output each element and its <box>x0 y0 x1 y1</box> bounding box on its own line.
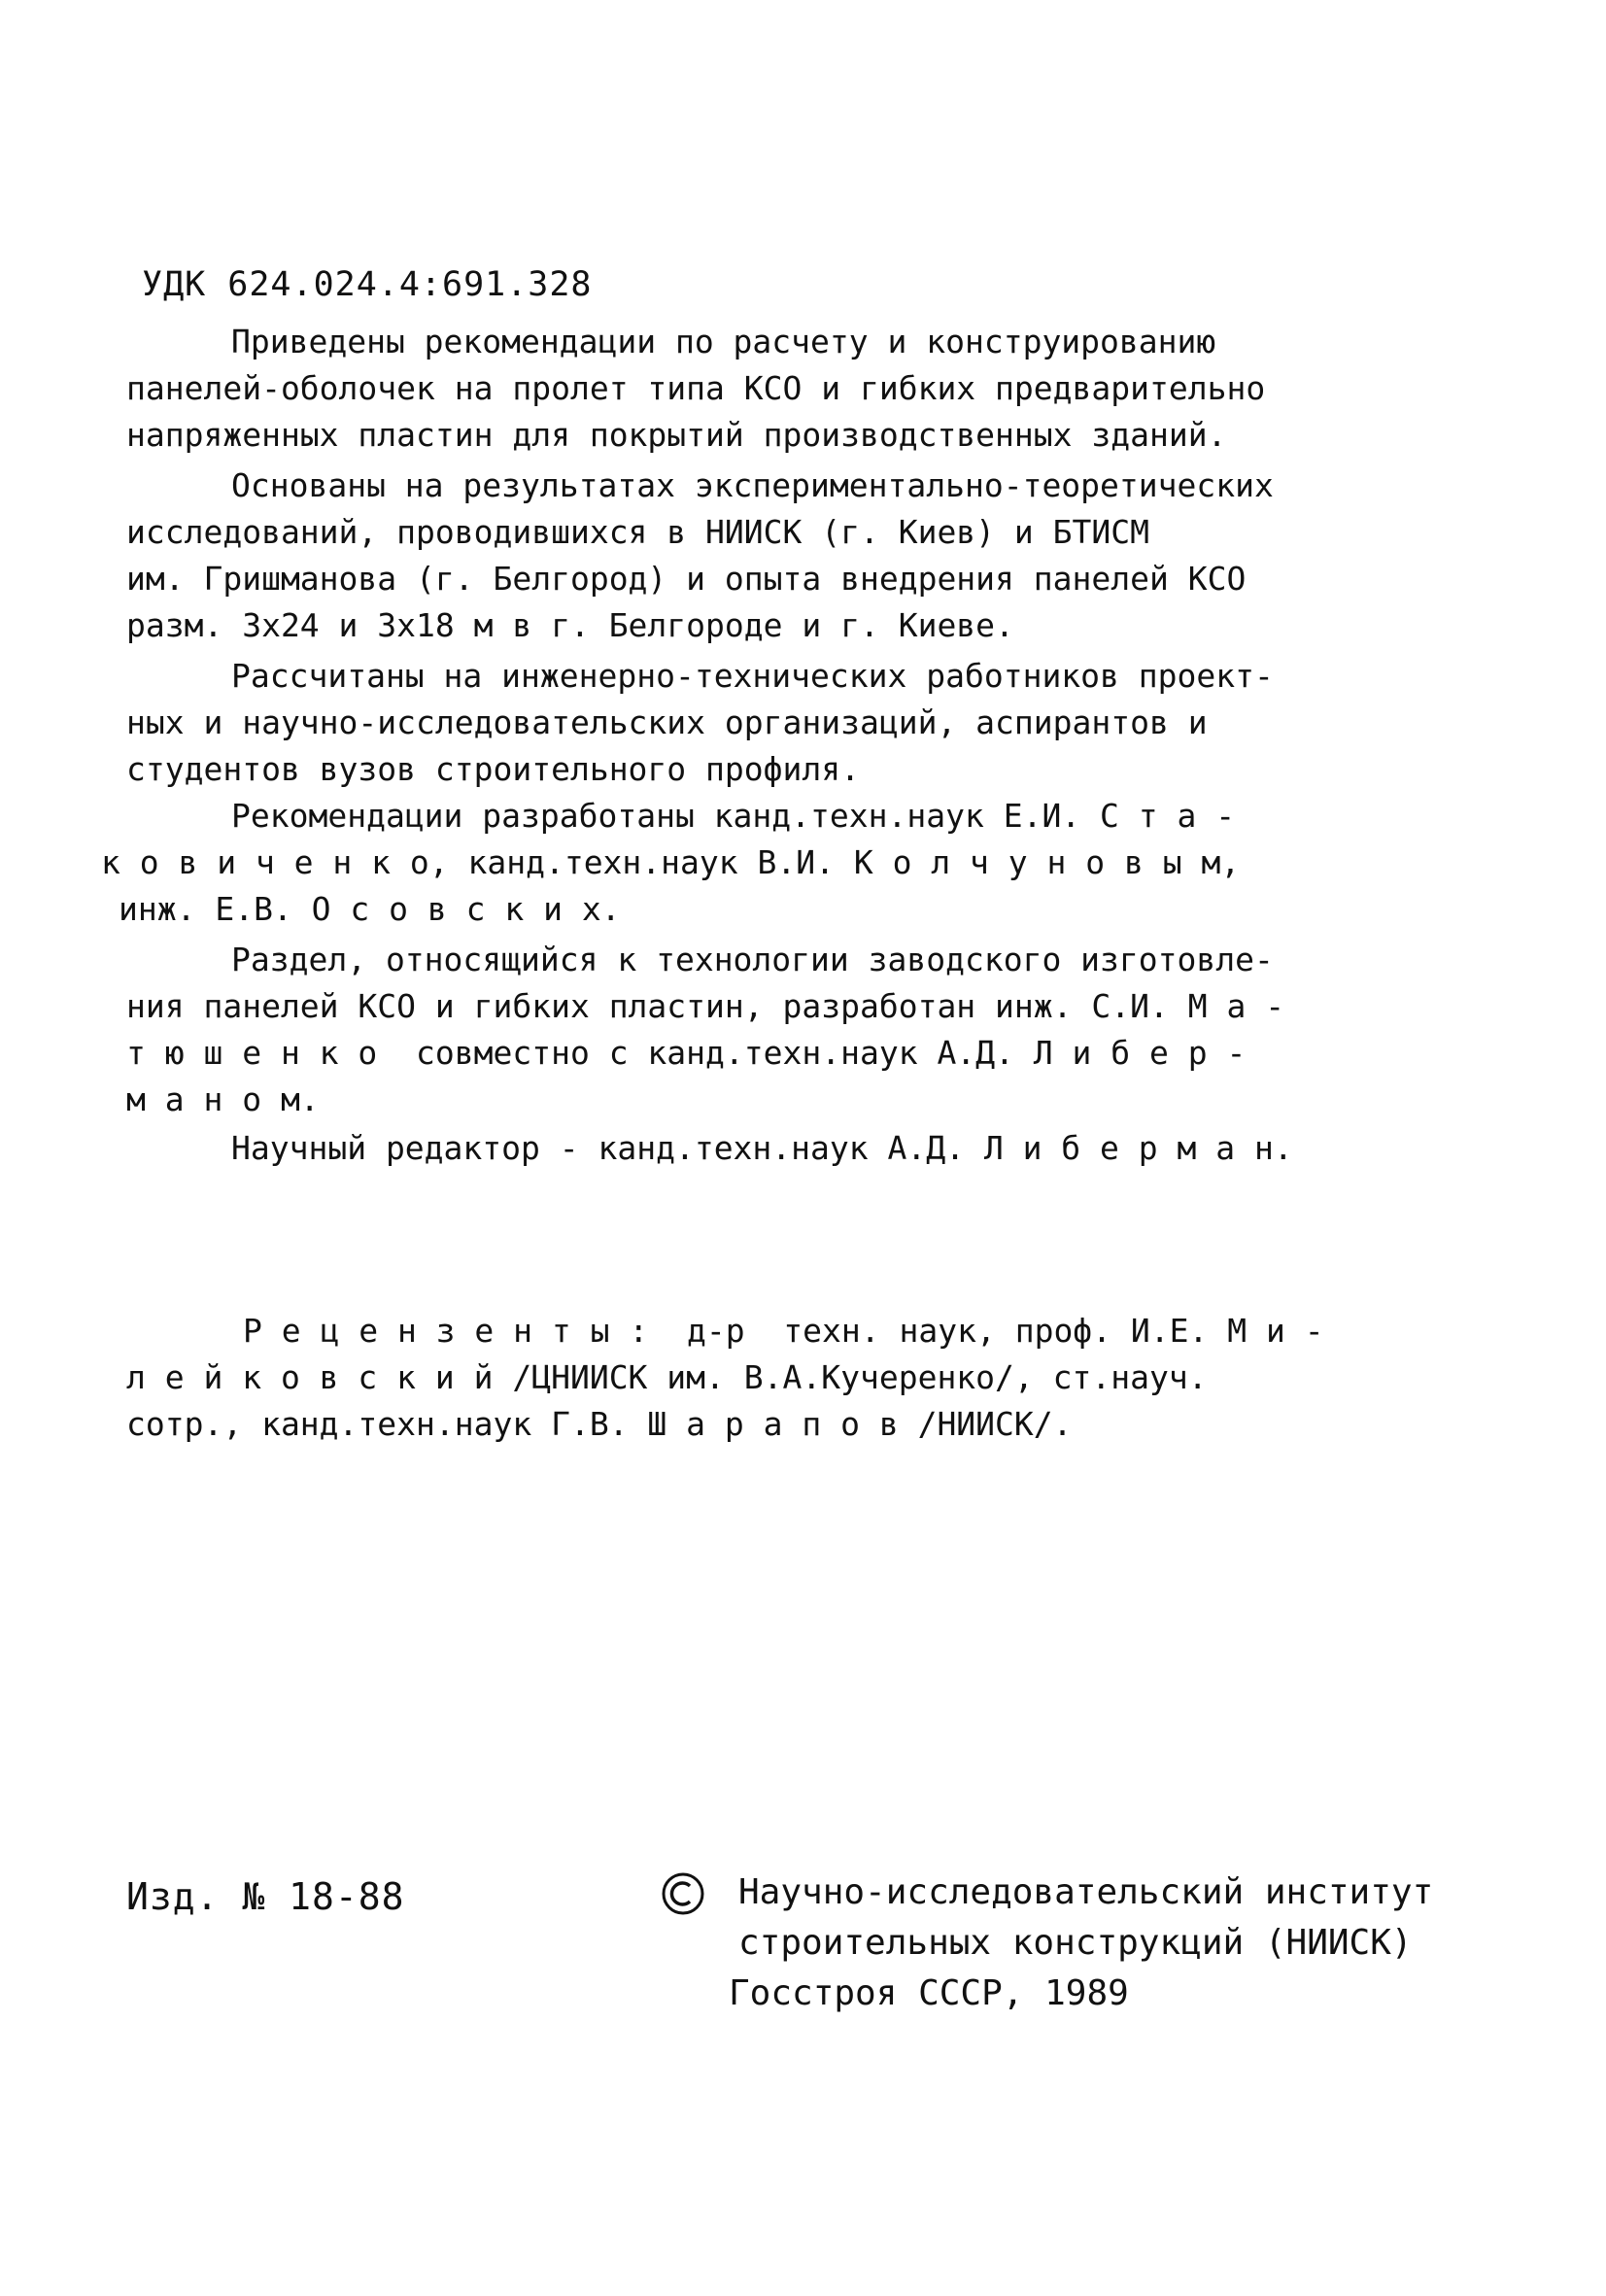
publisher-line: Научно-исследовательский институт <box>738 1872 1434 1912</box>
edition-number: Изд. № 18-88 <box>126 1875 405 1918</box>
authors-line: Рекомендации разработаны канд.техн.наук Е.И. С т а - <box>231 797 1236 835</box>
publisher-line: строительных конструкций (НИИСК) <box>738 1923 1413 1963</box>
authors-line: инж. Е.В. О с о в с к и х. <box>119 890 621 928</box>
abstract-line: исследований, проводившихся в НИИСК (г. Киев) и БТИСМ <box>126 513 1149 551</box>
reviewers-line: л е й к о в с к и й /ЦНИИСК им. В.А.Кучеренко/, ст.науч. <box>126 1358 1208 1396</box>
editor-line: Научный редактор - канд.техн.наук А.Д. Л и б е р м а н. <box>231 1129 1293 1167</box>
abstract-line: студентов вузов строительного профиля. <box>126 750 860 788</box>
reviewers-line: сотр., канд.техн.наук Г.В. Ш а р а п о в /НИИСК/. <box>126 1405 1073 1443</box>
abstract-line: Приведены рекомендации по расчету и конструированию <box>231 323 1216 360</box>
reviewers-line: Р е ц е н з е н т ы : д-р техн. наук, проф. И.Е. М и - <box>243 1312 1324 1350</box>
udc-code: УДК 624.024.4:691.328 <box>142 265 593 304</box>
abstract-line: панелей-оболочек на пролет типа КСО и гибких предварительно <box>126 369 1266 407</box>
abstract-line: напряженных пластин для покрытий производственных зданий. <box>126 416 1227 454</box>
section-credit-line: Раздел, относящийся к технологии заводского изготовле- <box>231 941 1274 978</box>
abstract-line: Рассчитаны на инженерно-технических работников проект- <box>231 657 1274 695</box>
copyright-icon <box>661 1871 705 1916</box>
abstract-line: им. Гришманова (г. Белгород) и опыта внедрения панелей КСО <box>126 560 1247 598</box>
authors-line: к о в и ч е н к о, канд.техн.наук В.И. К о л ч у н о в ы м, <box>101 843 1241 881</box>
section-credit-line: м а н о м. <box>126 1080 320 1118</box>
abstract-line: разм. 3х24 и 3х18 м в г. Белгороде и г. Киеве. <box>126 606 1014 644</box>
abstract-line: Основаны на результатах экспериментально-теоретических <box>231 466 1274 504</box>
section-credit-line: ния панелей КСО и гибких пластин, разработан инж. С.И. М а - <box>126 987 1285 1025</box>
publisher-line: Госстроя СССР, 1989 <box>729 1973 1129 2013</box>
abstract-line: ных и научно-исследовательских организаций, аспирантов и <box>126 703 1208 741</box>
section-credit-line: т ю ш е н к о совместно с канд.техн.наук А.Д. Л и б е р - <box>126 1034 1247 1072</box>
